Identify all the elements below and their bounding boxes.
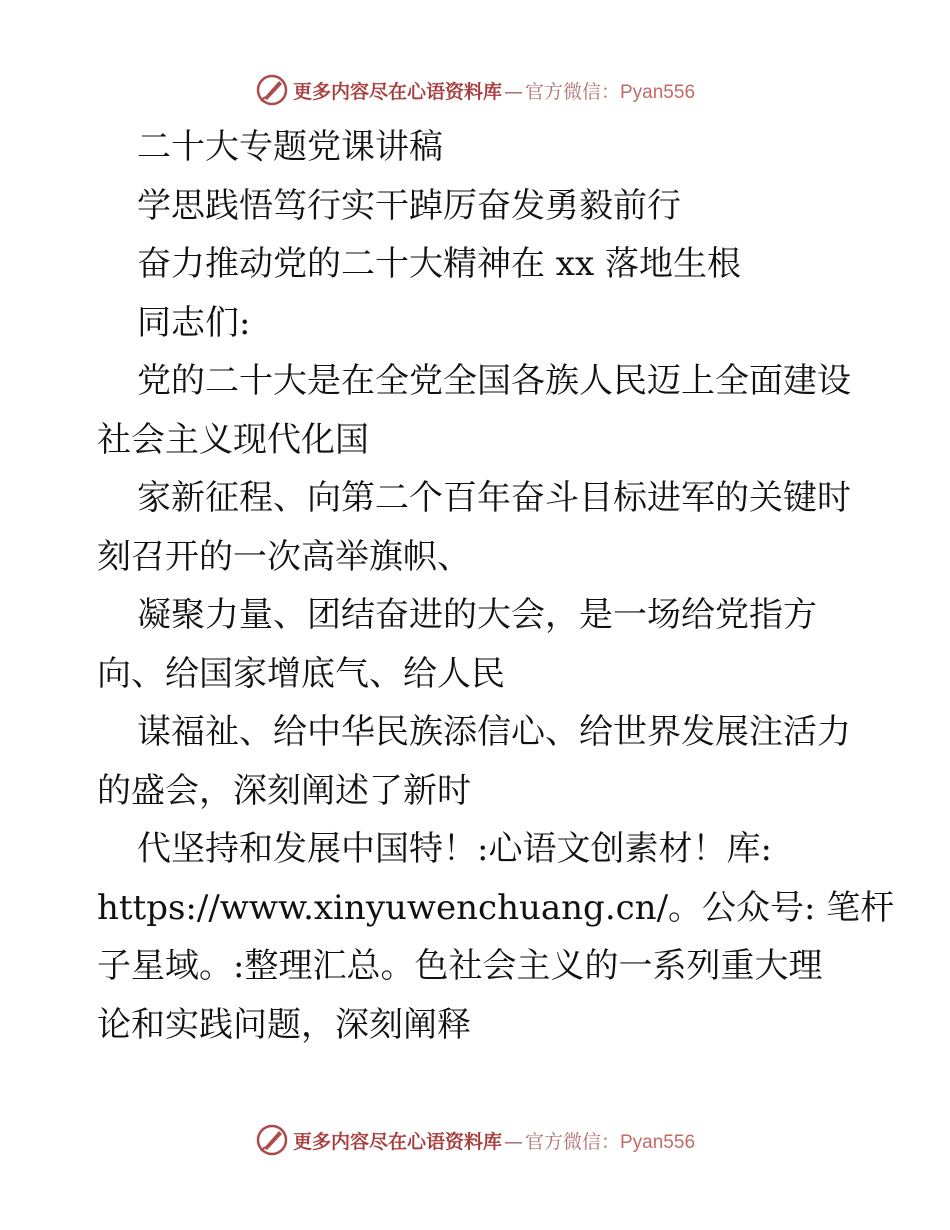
document-body (97, 118, 895, 1054)
paragraph-line: 代坚持和发展中国特！:心语文创素材！库: (137, 829, 772, 869)
paragraph-line: 论和实践问题，深刻阐释 (97, 1004, 471, 1045)
banner-text: 更多内容尽在心语资料库 — 官方微信：Pyan556 (292, 80, 696, 103)
banner-text: 更多内容尽在心语资料库 — 官方微信：Pyan556 (292, 1130, 696, 1153)
quill-pen-logo-icon (255, 1123, 289, 1157)
paragraph-line: 向、给国家增底气、给人民 (97, 653, 505, 694)
footer-watermark-banner (0, 1120, 950, 1160)
doc-subtitle-1: 学思践悟笃行实干踔厉奋发勇毅前行 (137, 185, 681, 226)
paragraph-line: 党的二十大是在全党全国各族人民迈上全面建设 (137, 361, 851, 401)
paragraph-line: 家新征程、向第二个百年奋斗目标进军的关键时 (137, 478, 851, 518)
paragraph-line: 凝聚力量、团结奋进的大会，是一场给党指方 (137, 595, 817, 635)
paragraph-line: 刻召开的一次高举旗帜、 (97, 536, 471, 577)
paragraph-line: 谋福祉、给中华民族添信心、给世界发展注活力 (137, 712, 851, 752)
header-watermark-banner (0, 70, 950, 110)
doc-subtitle-2: 奋力推动党的二十大精神在 xx 落地生根 (137, 244, 741, 284)
salutation: 同志们: (137, 302, 251, 343)
doc-title: 二十大专题党课讲稿 (137, 127, 443, 167)
paragraph-line: 社会主义现代化国 (97, 419, 369, 460)
paragraph-line: 子星域。:整理汇总。色社会主义的一系列重大理 (97, 946, 823, 986)
quill-pen-logo-icon (255, 73, 289, 107)
paragraph-line: 的盛会，深刻阐述了新时 (97, 770, 471, 811)
paragraph-line: https://www.xinyuwenchuang.cn/。公众号: 笔杆 (97, 887, 895, 928)
